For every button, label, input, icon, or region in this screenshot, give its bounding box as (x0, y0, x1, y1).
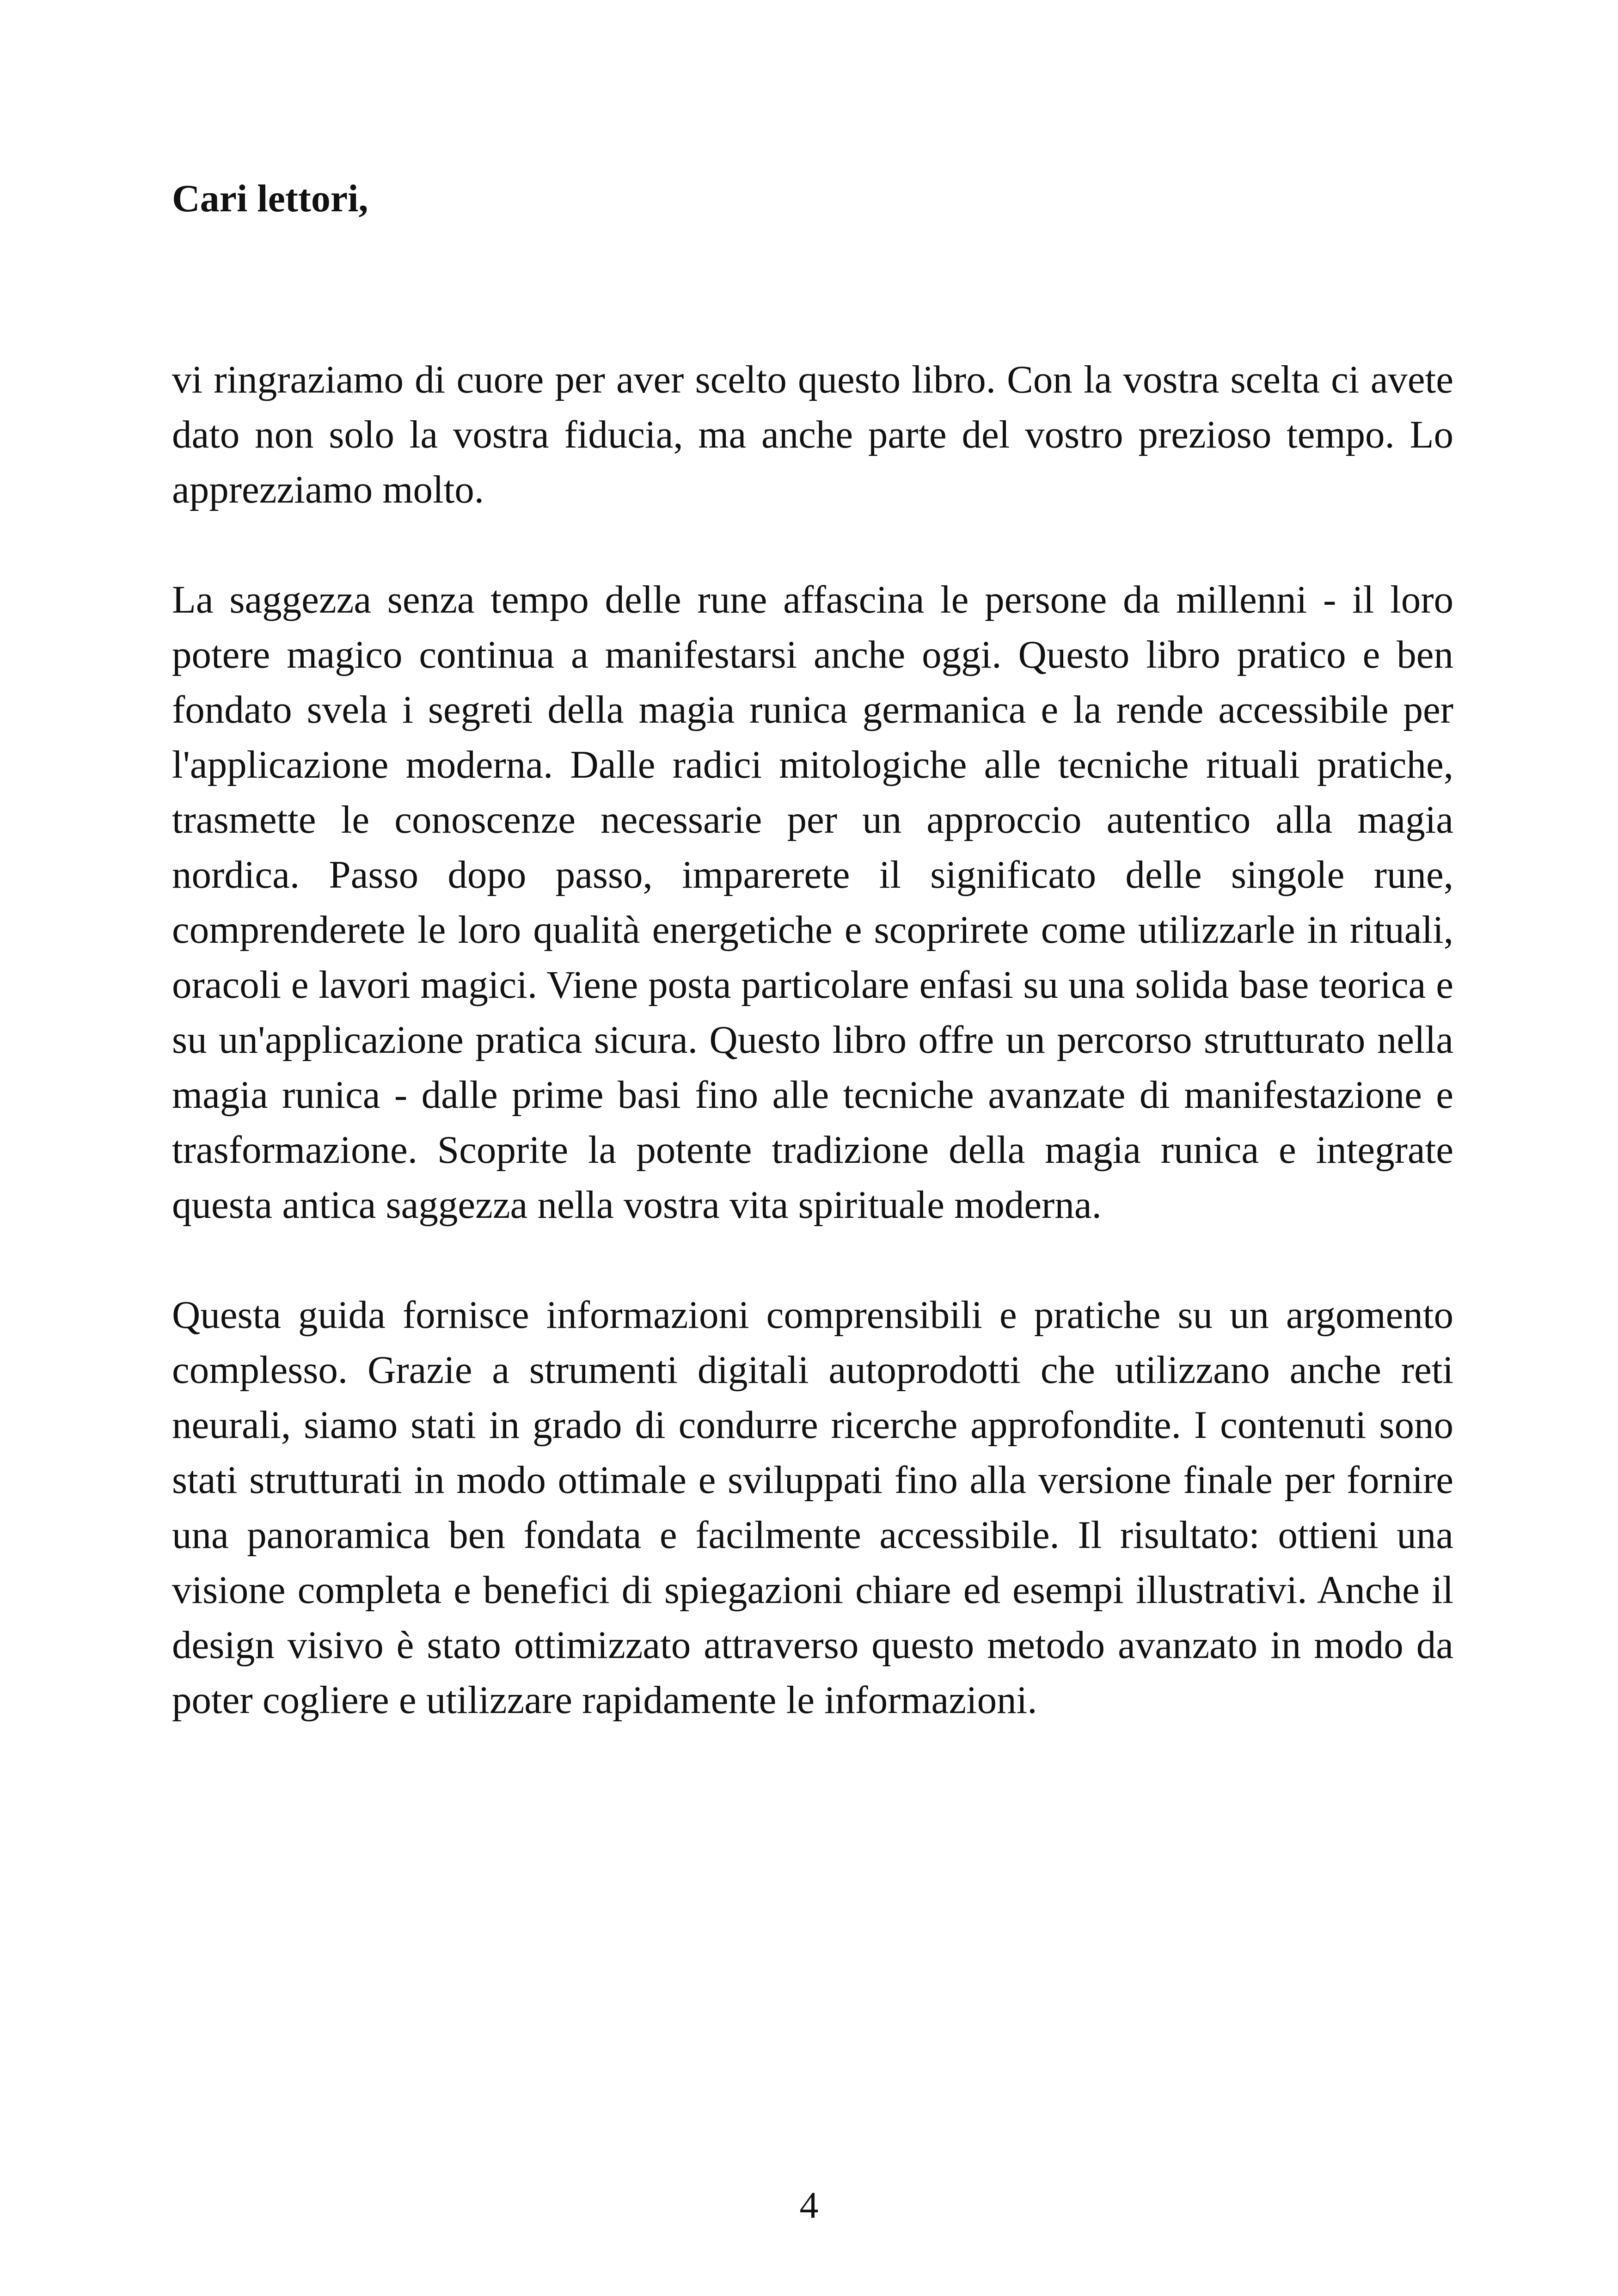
paragraph-book-description: La saggezza senza tempo delle rune affascina le persone da millenni - il loro potere magico continua a manifestarsi anche oggi. Questo libro pratico e ben fondato svela i segreti della magia runica germanica e la rende accessibile per l'applicazione moderna. Dalle radici mitologiche alle tecniche rituali pratiche, trasmette le conoscenze necessarie per un approccio autentico alla magia nordica. Passo dopo passo, imparerete il significato delle singole rune, comprenderete le loro qualità energetiche e scoprirete come utilizzarle in rituali, oracoli e lavori magici. Viene posta particolare enfasi su una solida base teorica e su un'applicazione pratica sicura. Questo libro offre un percorso strutturato nella magia runica - dalle prime basi fino alle tecniche avanzate di manifestazione e trasformazione. Scoprite la potente tradizione della magia runica e integrate questa antica saggezza nella vostra vita spirituale moderna. (172, 578, 1453, 1227)
page-body (172, 171, 1453, 1783)
greeting-heading: Cari lettori, (172, 177, 368, 220)
paragraph-thanks: vi ringraziamo di cuore per aver scelto questo libro. Con la vostra scelta ci avete dato non solo la vostra fiducia, ma anche parte del vostro prezioso tempo. Lo apprezziamo molto. (172, 358, 1453, 511)
page-number: 4 (799, 2184, 819, 2226)
paragraph-methodology: Questa guida fornisce informazioni comprensibili e pratiche su un argomento complesso. Grazie a strumenti digitali autoprodotti che utilizzano anche reti neurali, siamo stati in grado di condurre ricerche approfondite. I contenuti sono stati strutturati in modo ottimale e sviluppati fino alla versione finale per fornire una panoramica ben fondata e facilmente accessibile. Il risultato: ottieni una visione completa e benefici di spiegazioni chiare ed esempi illustrativi. Anche il design visivo è stato ottimizzato attraverso questo metodo avanzato in modo da poter cogliere e utilizzare rapidamente le informazioni. (172, 1293, 1453, 1722)
